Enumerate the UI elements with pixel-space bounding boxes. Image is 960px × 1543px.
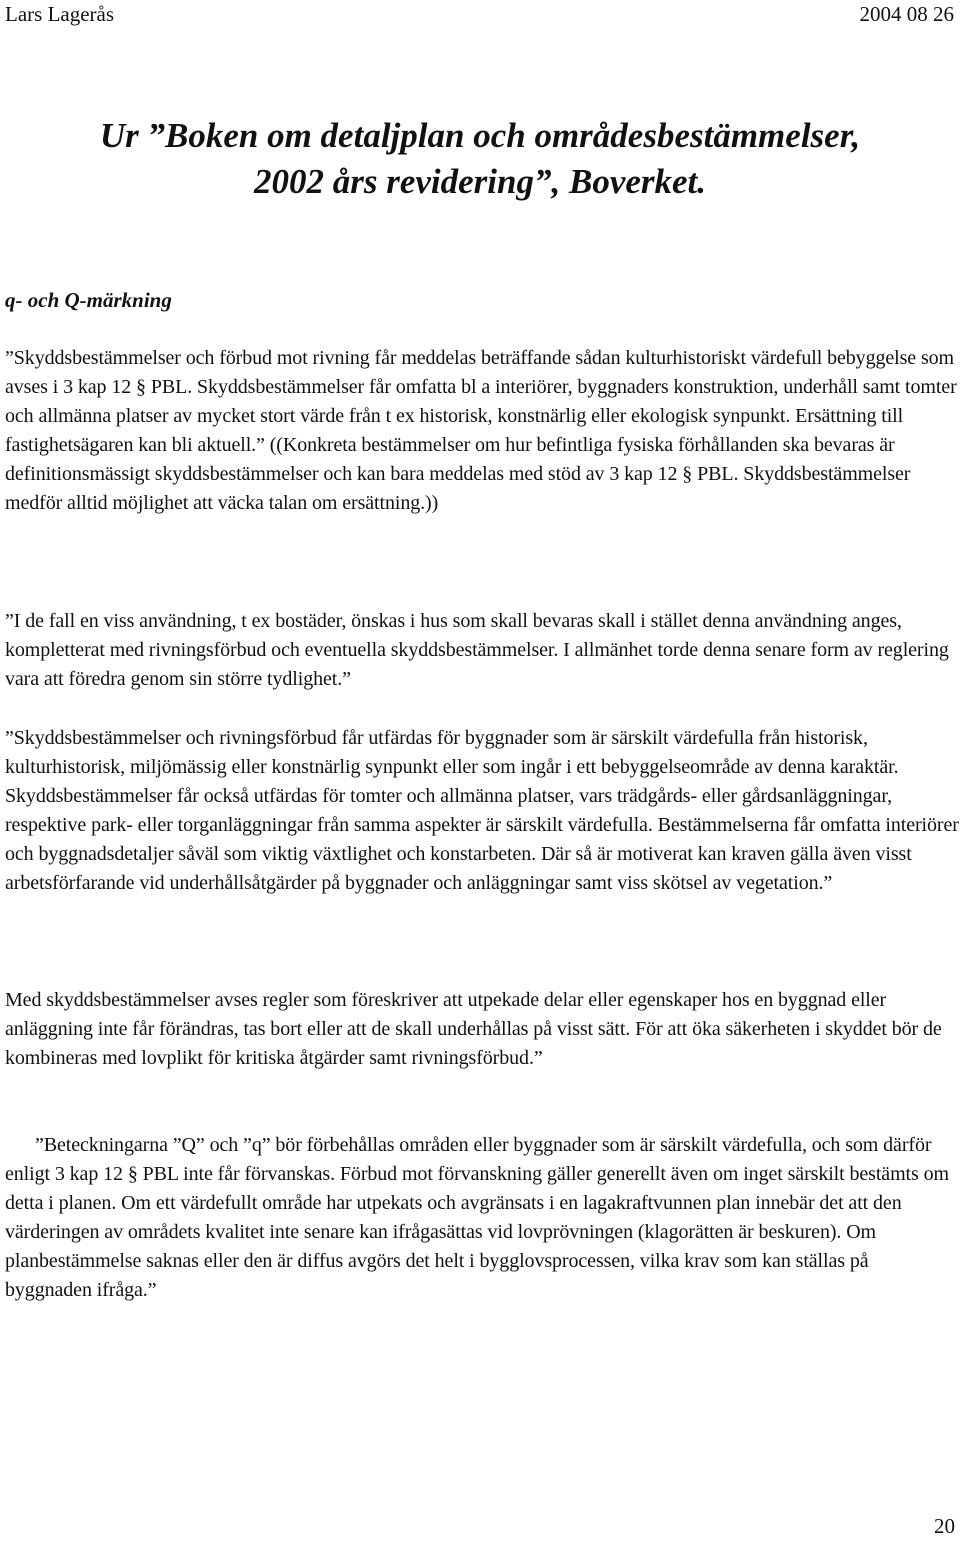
- title-line-2: 2002 års revidering”, Boverket.: [253, 162, 707, 201]
- paragraph-3: ”Skyddsbestämmelser och rivningsförbud får utfärdas för byggnader som är särskilt värdefulla från historisk, kulturhistorisk, miljömässig eller konstnärlig synpunkt eller som ingår i ett bebyggelseområde av denna karaktär. Skyddsbestämmelser får också utfärdas för tomter och allmänna platser, vars trädgårds- eller gårdsanläggningar, respektive park- eller torganläggningar från samma aspekter är särskilt värdefulla. Bestämmelserna får omfatta interiörer och byggnadsdetaljer såväl som viktig växtlighet och konstarbeten. Där så är motiverat kan kraven gälla även visst arbetsförfarande vid underhållsåtgärder på byggnader och anläggningar samt viss skötsel av vegetation.”: [5, 727, 959, 894]
- header-date: 2004 08 26: [859, 2, 954, 26]
- paragraph-2: ”I de fall en viss användning, t ex bostäder, önskas i hus som skall bevaras skall i stället denna användning anges, kompletterat med rivningsförbud och eventuella skyddsbestämmelser. I allmänhet torde denna senare form av reglering vara att föredra genom sin större tydlighet.”: [5, 610, 949, 690]
- document-title: [0, 113, 960, 205]
- title-line-1: Ur ”Boken om detaljplan och områdesbestämmelser,: [99, 116, 861, 155]
- paragraph-4: Med skyddsbestämmelser avses regler som föreskriver att utpekade delar eller egenskaper hos en byggnad eller anläggning inte får förändras, tas bort eller att de skall underhållas på visst sätt. För att öka säkerheten i skyddet bör de kombineras med lovplikt för kritiska åtgärder samt rivningsförbud.”: [5, 989, 942, 1069]
- paragraph-1: ”Skyddsbestämmelser och förbud mot rivning får meddelas beträffande sådan kulturhistoriskt värdefull bebyggelse som avses i 3 kap 12 § PBL. Skyddsbestämmelser får omfatta bl a interiörer, byggnaders konstruktion, underhåll samt tomter och allmänna platser av mycket stort värde från t ex historisk, konstnärlig eller ekologisk synpunkt. Ersättning till fastighetsägaren kan bli aktuell.” ((Konkreta bestämmelser om hur befintliga fysiska förhållanden ska bevaras är definitionsmässigt skyddsbestämmelser och kan bara meddelas med stöd av 3 kap 12 § PBL. Skyddsbestämmelser medför alltid möjlighet att väcka talan om ersättning.)): [5, 347, 957, 514]
- page-number: 20: [934, 1514, 955, 1538]
- section-heading: q- och Q-märkning: [5, 288, 172, 312]
- header-author: Lars Lagerås: [5, 2, 115, 26]
- paragraph-5: ”Beteckningarna ”Q” och ”q” bör förbehållas områden eller byggnader som är särskilt värdefulla, och som därför enligt 3 kap 12 § PBL inte får förvanskas. Förbud mot förvanskning gäller generellt även om inget särskilt bestämts om detta i planen. Om ett värdefullt område har utpekats och avgränsats i en lagakraftvunnen plan innebär det att den värderingen av områdets kvalitet inte senare kan ifrågasättas vid lovprövningen (klagorätten är beskuren). Om planbestämmelse saknas eller den är diffus avgörs det helt i bygglovsprocessen, vilka krav som kan ställas på byggnaden ifråga.”: [5, 1134, 949, 1301]
